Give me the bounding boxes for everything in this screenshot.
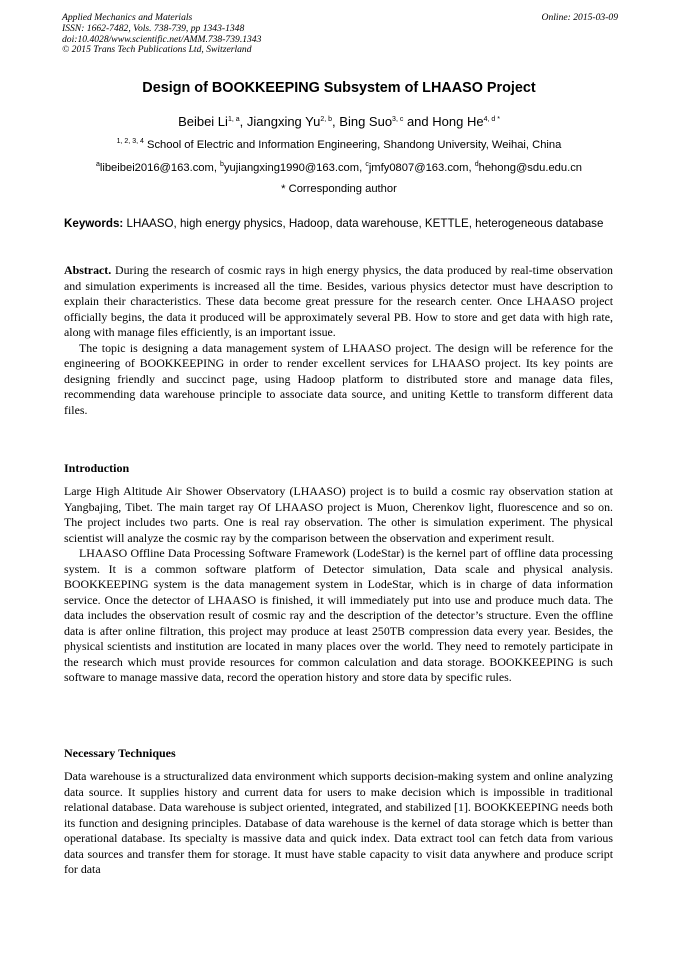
copyright-line: © 2015 Trans Tech Publications Ltd, Switzerland bbox=[62, 44, 252, 56]
keywords-label: Keywords: bbox=[64, 217, 124, 230]
online-date: Online: 2015-03-09 bbox=[541, 12, 618, 23]
keywords-text: LHAASO, high energy physics, Hadoop, data warehouse, KETTLE, heterogeneous database bbox=[123, 217, 604, 230]
author-name: Beibei Li bbox=[178, 114, 228, 129]
body-paragraph: Large High Altitude Air Shower Observatory (LHAASO) project is to build a cosmic ray observation station at Yangbajing, Tibet. The main target ray Of LHAASO project is Muon, Cherenkov light, fluorescence and so on. The project includes two parts. One is real ray observation. The other is simulation experiment. The physical scientist will analyze the cosmic ray by the comparison between the observation and experiment result. bbox=[64, 484, 613, 545]
email: hehong@sdu.edu.cn bbox=[478, 162, 583, 174]
doi-line: doi:10.4028/www.scientific.net/AMM.738-739.1343 bbox=[62, 33, 262, 45]
author-affiliation-mark: 1, a bbox=[227, 116, 240, 123]
techniques-section bbox=[64, 769, 613, 878]
author-affiliation-mark: 3, c bbox=[392, 116, 404, 123]
abstract-section bbox=[64, 263, 613, 418]
abstract-paragraph: The topic is designing a data management system of LHAASO project. The design will be reference for the engineering of BOOKKEEPING in order to render excellent services for LHAASO project. Its key points are designing friendly and succinct page, using Hadoop platform to distributed store and manage data files, recommending data warehouse principle to associate data source, and uniting Kettle to transform different data files. bbox=[64, 340, 613, 417]
author-affiliation-mark: 4, d * bbox=[483, 116, 500, 123]
email: yujiangxing1990@163.com, bbox=[223, 162, 366, 174]
affiliation-text: School of Electric and Information Engineering, Shandong University, Weihai, China bbox=[143, 139, 562, 151]
email: libeibei2016@163.com, bbox=[99, 162, 221, 174]
section-heading-introduction: Introduction bbox=[64, 461, 130, 475]
journal-name: Applied Mechanics and Materials bbox=[62, 12, 193, 23]
author-list: Beibei Li$^{1, a}$, Jiangxing Yu$^{2, b}$, Bing Suo$^{3, c}$ and Hong $He^{4, d *}$ bbox=[178, 114, 500, 129]
affiliation-mark: 1, 2, 3, 4 bbox=[116, 138, 144, 145]
email-list: $^a$libeibei2016@163.com, $^b$yujiangxing1990@163.com, $^c$jmfy0807@163.com, $^d$hehong@sdu.edu.cn bbox=[95, 161, 583, 174]
section-heading-techniques: Necessary Techniques bbox=[64, 746, 176, 760]
body-paragraph: LHAASO Offline Data Processing Software Framework (LodeStar) is the kernel part of offline data processing system. It is a common software platform of Detector simulation, Data scale and physical analysis. BOOKKEEPING system is the data management system in LodeStar, which is in charge of data information service. Once the detector of LHAASO is finished, it will immediately put into use and produce much data. The data includes the observation result of cosmic ray and the description of the detector’s structure. Even the offline data is after online filtration, this project may produce at least 250TB compression data every year. Besides, the physical scientists and institution are located in many places over the world. They need to remotely participate in the research which must provide resources for common calculation and data storage. BOOKKEEPING is such software to manage massive data, record the operation history and store data by specific rules. bbox=[64, 546, 613, 684]
author-name: Bing Suo bbox=[339, 114, 393, 129]
paper-title: Design of BOOKKEEPING Subsystem of LHAASO Project bbox=[142, 80, 536, 96]
issn-line: ISSN: 1662-7482, Vols. 738-739, pp 1343-1348 bbox=[62, 22, 245, 34]
introduction-section bbox=[64, 484, 613, 686]
email: jmfy0807@163.com, bbox=[368, 162, 475, 174]
keywords bbox=[64, 216, 613, 232]
author-affiliation-mark: 2, b bbox=[320, 116, 333, 123]
abstract-paragraph: Abstract. During the research of cosmic rays in high energy physics, the data produced by real-time observation and simulation experiments is increased all the time. Besides, various physics detector must have description to explain their characteristics. These data become great pressure for the research center. Once LHAASO project officially begins, the data it produced will be approximately several PB. How to store and get data with high rate, along with manage files efficiently, is an important issue. bbox=[64, 263, 613, 339]
author-name: Jiangxing Yu bbox=[246, 114, 321, 129]
author-name: Hong He bbox=[432, 114, 484, 129]
corresponding-author-note: * Corresponding author bbox=[281, 183, 397, 195]
journal-header bbox=[62, 13, 618, 56]
abstract-label: Abstract. bbox=[64, 263, 112, 277]
affiliation bbox=[30, 139, 648, 151]
body-paragraph: Data warehouse is a structuralized data environment which supports decision-making system and online analyzing data source. It supplies history and current data for users to make decision which is impossible in traditional relational database. Data warehouse is subject oriented, integrated, and stabilized [1]. BOOKKEEPING needs both its function and designing principles. Database of data warehouse is the kernel of data storage which is better than operational database. Its specialty is massive data and quick index. Data extract tool can fetch data from various data sources and transfer them for storage. It must have stable capacity to visit data anywhere and produce script for data bbox=[64, 769, 613, 876]
